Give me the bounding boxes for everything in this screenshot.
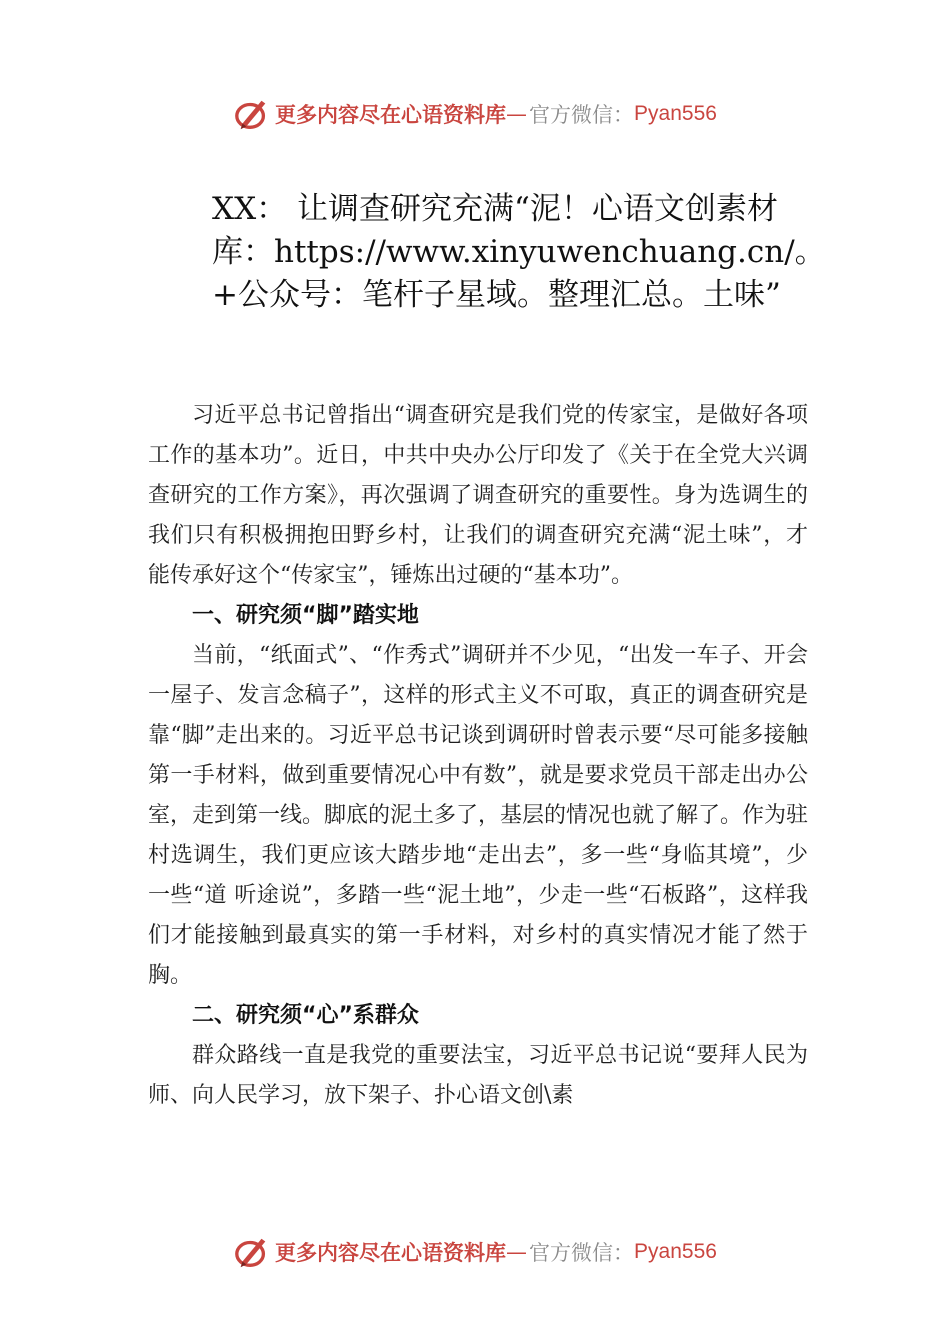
- footer-banner: [0, 1230, 950, 1274]
- banner-main-text: 更多内容尽在心语资料库: [275, 102, 507, 127]
- banner-dash: —: [506, 102, 528, 126]
- banner-wechat-label: 官方微信：: [529, 103, 635, 127]
- section-heading-2: 二、研究须“心”系群众: [192, 1003, 419, 1028]
- pen-logo-icon: [233, 95, 271, 133]
- banner-wechat-id: Pyan556: [634, 102, 717, 125]
- header-banner: [0, 92, 950, 136]
- banner-wechat-id: Pyan556: [634, 1240, 717, 1263]
- section-heading-1: 一、研究须“脚”踏实地: [192, 603, 419, 628]
- paragraph-section-2: 群众路线一直是我党的重要法宝，习近平总书记说“要拜人民为师、向人民学习，放下架子、扑心语文创\素: [148, 1043, 808, 1108]
- document-title: XX： 让调查研究充满“泥！心语文创素材库：https://www.xinyuwenchuang.cn/。+公众号：笔杆子星域。整理汇总。土味”: [212, 191, 826, 313]
- banner-main-text: 更多内容尽在心语资料库: [275, 1240, 507, 1265]
- pen-logo-icon: [233, 1233, 271, 1271]
- document-body: [148, 396, 808, 1116]
- banner-wechat-label: 官方微信：: [529, 1241, 635, 1265]
- paragraph-section-1: 当前，“纸面式”、“作秀式”调研并不少见，“出发一车子、开会一屋子、发言念稿子”，这样的形式主义不可取，真正的调查研究是靠“脚”走出来的。习近平总书记谈到调研时曾表示要“尽可能多接触第一手材料，做到重要情况心中有数”，就是要求党员干部走出办公室，走到第一线。脚底的泥土多了，基层的情况也就了解了。作为驻村选调生，我们更应该大踏步地“走出去”，多一些“身临其境”，少一些“道 听途说”，多踏一些“泥土地”，少走一些“石板路”，这样我们才能接触到最真实的第一手材料，对乡村的真实情况才能了然于胸。: [148, 643, 809, 988]
- paragraph-intro: 习近平总书记曾指出“调查研究是我们党的传家宝，是做好各项工作的基本功”。近日，中共中央办公厅印发了《关于在全党大兴调查研究的工作方案》，再次强调了调查研究的重要性。身为选调生的我们只有积极拥抱田野乡村，让我们的调查研究充满“泥土味”，才能传承好这个“传家宝”，锤炼出过硬的“基本功”。: [148, 403, 808, 588]
- banner-dash: —: [506, 1240, 528, 1264]
